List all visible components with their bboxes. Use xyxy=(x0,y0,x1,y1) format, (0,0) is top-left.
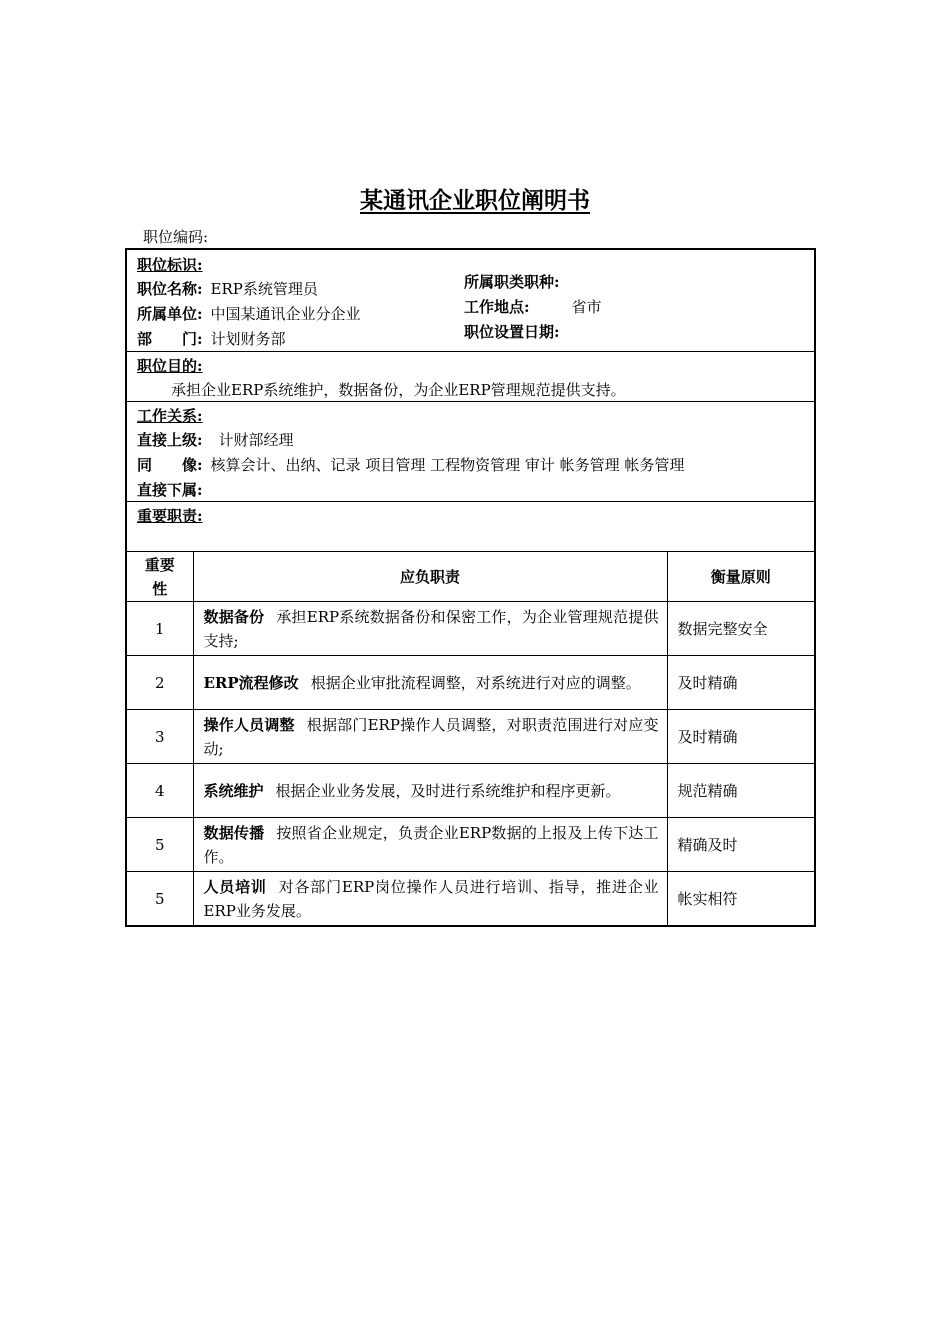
responsibility-text: 根据企业业务发展，及时进行系统维护和程序更新。 xyxy=(275,781,621,800)
measure-cell: 帐实相符 xyxy=(667,872,814,926)
column-header-measure: 衡量原则 xyxy=(667,552,814,602)
position-name-label: 职位名称: xyxy=(137,280,203,298)
table-row xyxy=(127,818,814,872)
responsibility-keyword: 数据传播 xyxy=(203,823,265,842)
responsibility-keyword: 数据备份 xyxy=(203,607,265,626)
responsibility-cell xyxy=(193,818,667,872)
measure-cell: 精确及时 xyxy=(667,818,814,872)
responsibility-keyword: 人员培训 xyxy=(203,877,267,896)
responsibility-keyword: 系统维护 xyxy=(203,781,264,800)
identity-header: 职位标识: xyxy=(137,256,203,274)
responsibility-text: 根据企业审批流程调整，对系统进行对应的调整。 xyxy=(310,673,641,692)
responsibility-keyword: 操作人员调整 xyxy=(203,715,295,734)
measure-cell: 及时精确 xyxy=(667,656,814,710)
position-code-label: 职位编码: xyxy=(143,228,209,246)
row-number: 4 xyxy=(127,764,193,818)
duties-section xyxy=(127,502,814,552)
table-row xyxy=(127,710,814,764)
position-name-row xyxy=(137,279,318,299)
responsibility-keyword: ERP流程修改 xyxy=(203,673,299,692)
peers-label: 同 像: xyxy=(137,456,203,474)
row-number: 5 xyxy=(127,818,193,872)
row-number: 2 xyxy=(127,656,193,710)
table-row xyxy=(127,602,814,656)
superior-label: 直接上级: xyxy=(137,431,203,449)
setup-date-label: 职位设置日期: xyxy=(464,323,560,341)
responsibility-text: 根据部门ERP操作人员调整，对职责范围进行对应变动; xyxy=(203,715,659,758)
measure-cell: 数据完整安全 xyxy=(667,602,814,656)
peers-value: 核算会计、出纳、记录 项目管理 工程物资管理 审计 帐务管理 帐务管理 xyxy=(210,456,685,474)
location-row xyxy=(464,297,602,317)
responsibility-text: 承担ERP系统数据备份和保密工作，为企业管理规范提供支持; xyxy=(203,607,659,650)
position-name-value: ERP系统管理员 xyxy=(210,280,318,298)
peers-row xyxy=(137,455,684,475)
superior-row xyxy=(137,430,294,450)
responsibility-cell xyxy=(193,656,667,710)
department-row xyxy=(137,329,286,349)
row-number: 3 xyxy=(127,710,193,764)
responsibility-text: 对各部门ERP岗位操作人员进行培训、指导，推进企业ERP业务发展。 xyxy=(203,877,659,920)
department-label: 部 门: xyxy=(137,330,203,348)
department-value: 计划财务部 xyxy=(210,330,286,348)
duties-table xyxy=(127,552,814,925)
responsibility-cell xyxy=(193,764,667,818)
unit-label: 所属单位: xyxy=(137,305,203,323)
location-value: 省市 xyxy=(571,298,602,316)
responsibility-cell xyxy=(193,872,667,926)
relations-section xyxy=(127,402,814,502)
measure-cell: 规范精确 xyxy=(667,764,814,818)
unit-value: 中国某通讯企业分企业 xyxy=(210,305,361,323)
purpose-section xyxy=(127,352,814,402)
responsibility-cell xyxy=(193,710,667,764)
measure-cell: 及时精确 xyxy=(667,710,814,764)
table-row xyxy=(127,764,814,818)
identity-section xyxy=(127,250,814,352)
relations-header: 工作关系: xyxy=(137,407,203,425)
responsibility-cell xyxy=(193,602,667,656)
duties-table-header xyxy=(127,552,814,602)
column-header-importance: 重要性 xyxy=(127,552,193,602)
column-header-responsibility: 应负职责 xyxy=(193,552,667,602)
table-row xyxy=(127,872,814,926)
row-number: 1 xyxy=(127,602,193,656)
table-row xyxy=(127,656,814,710)
row-number: 5 xyxy=(127,872,193,926)
purpose-header: 职位目的: xyxy=(137,357,203,375)
document-title: 某通讯企业职位阐明书 xyxy=(360,187,590,214)
unit-row xyxy=(137,304,361,324)
location-label: 工作地点: xyxy=(464,298,530,316)
category-label: 所属职类职种: xyxy=(464,273,560,291)
job-description-form xyxy=(125,248,816,927)
purpose-text: 承担企业ERP系统维护，数据备份，为企业ERP管理规范提供支持。 xyxy=(171,381,626,399)
responsibility-text: 按照省企业规定，负责企业ERP数据的上报及上传下达工作。 xyxy=(203,823,659,866)
duties-header: 重要职责: xyxy=(137,507,203,525)
superior-value: 计财部经理 xyxy=(218,431,294,449)
subordinate-label: 直接下属: xyxy=(137,481,203,499)
